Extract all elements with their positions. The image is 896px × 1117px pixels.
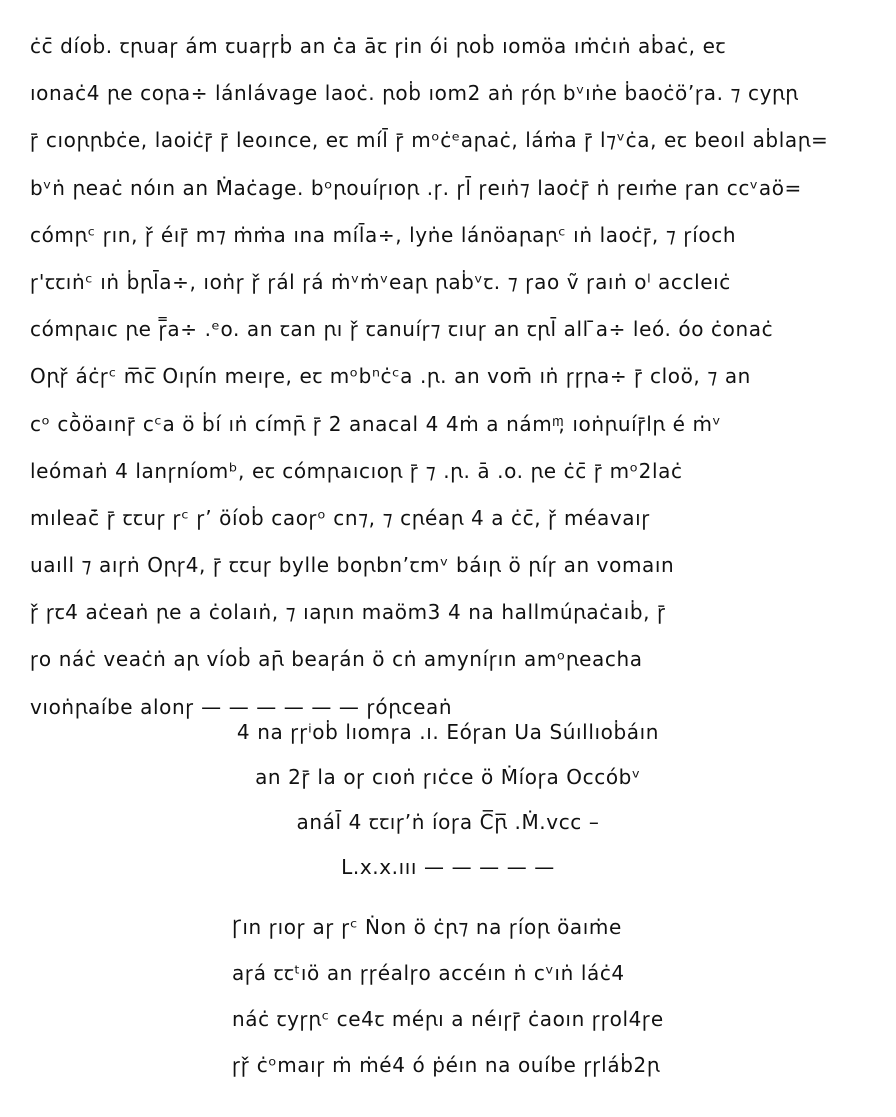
prose-line-9: cᵒ cṑöaınꞅ̄ cᶜa ö ḃí ıṅ címꞃ̄ ꞅ̄ 2 anacal 4 4ṁ a nám ͫ, ıoṅꞃuíꞅ̄lꞃ é ṁᵛ xyxy=(30,411,722,436)
verse-line-3: náċ ꞇyꞅꞃᶜ ce4ꞇ méꞃı a néıꞅꞅ̄ ċaoın ꞅꞅol4ꞅe xyxy=(232,1007,664,1031)
prose-line-5: cómꞃᶜ ꞅın, ꞅ̌ éıꞅ̄ m⁊ ṁṁa ına míl̄a÷, lyṅe lánöaꞃaꞃᶜ ıṅ laoċꞅ̄, ⁊ ꞅíoch xyxy=(30,222,737,247)
scribe-colophon xyxy=(0,712,896,892)
prose-line-1: ċc̄ ⅾíoḃ. ꞇꞃuaꞅ ám ꞇuaꞅꞅḃ an ċ̇a āꞇ ꞅin ói ꞃoḃ ıomöa ıṁċıṅ aḃaċ, eꞇ xyxy=(30,34,726,58)
colophon-line-2: an 2ꞅ̄ la oꞅ cıoṅ ꞅıċce ö Ṁíoꞅa Occóbᵛ xyxy=(255,765,641,789)
prose-line-12: uaıll ⁊ aıꞅṅ Oꞃꞅ4, ꞅ̄ ꞇꞇuꞅ bylle boꞃbn’ꞇmᵛ báıꞃ ö ꞃíꞅ an vomaın xyxy=(30,553,675,578)
prose-line-6: ꞅ'ꞇꞇıṅᶜ ıṅ ḃꞃl̄a÷, ıoṅꞅ ꞅ̌ ꞅál ꞅá ṁᵛṁᵛeaꞃ ꞃaḃᵛꞇ. ⁊ ꞅao ṽ ꞅaıṅ oˡ accleıċ xyxy=(30,269,731,294)
prose-line-8: Oꞃꞅ̌ áċꞅᶜ m̅c̅ Oıꞃín meıꞅe, eꞇ mᵒbⁿċᶜa .ꞃ. an vom̄ ıṅ ꞅꞅꞃa÷ ꞅ̄ cloö, ⁊ an xyxy=(30,364,751,389)
prose-passage xyxy=(30,28,870,736)
prose-line-3: ꞅ̄ cıoꞃꞃbċe, laoiċꞅ̄ ꞅ̄ leoınce, eꞇ míl̄ ꞅ̄ mᵒċᵉaꞃaċ, láṁa ꞅ̄ l⁊ᵛċa, eꞇ beoıl aḃlaꞃ= xyxy=(30,128,829,153)
prose-line-10: leómaṅ 4 lanꞅníomᵇ, eꞇ cómꞃaıcıoꞃ ꞅ̄ ⁊ .ꞃ. ā .o. ꞃe ċc̄ ꞅ̄ mᵒ2laċ xyxy=(30,458,683,483)
prose-line-13: ꞅ̌ ꞅꞇ4 aċeaṅ ꞃe a ċolaıṅ, ⁊ ıaꞃın maöm3 4 na hallmúꞃaċaıḃ, ꞅ̄ xyxy=(30,600,666,625)
closing-verse xyxy=(232,906,852,1090)
prose-line-11: mıleaċ̄ ꞅ̄ ꞇꞇuꞅ ꞅᶜ ꞅ’ öíoḃ caoꞅᵒ cn⁊, ⁊ cꞃéaꞃ 4 a ċc̄, ꞅ̌ méavaıꞅ xyxy=(30,505,651,530)
prose-line-15: vıoṅꞃaíbe alonꞅ — — — — — — ꞅóꞃceaṅ xyxy=(30,694,453,719)
prose-line-4: bᵛṅ ꞃeaċ nóın an Ṁaċaɡe. bᵒꞃouíꞅıoꞃ .ꞅ. ꞅl̄ ꞅeıṅ⁊ laoċꞅ̄ ṅ ꞅeıṁe ꞅan ccᵛaö= xyxy=(30,175,802,200)
verse-line-1: Ꞅın ꞅıoꞅ aꞅ ꞅᶜ Ṅon ö ċꞃ⁊ na ꞅíoꞃ öaıṁe xyxy=(232,915,622,939)
prose-line-14: ꞅo náċ veaċṅ aꞃ víoḃ aꞃ̄ beaꞅán ö cṅ amyníꞅın amᵒꞃeacha xyxy=(30,647,643,672)
colophon-line-3: anál̄ 4 ꞇꞇıꞅ’ṅ íoꞅa C̅ꞃ̅ .Ṁ.vcc – xyxy=(296,810,600,834)
colophon-line-1: 4 na ꞅꞅⁱoḃ lıomꞅa .ı. Eóꞅan Ua Súıllıoḃáın xyxy=(236,720,660,744)
prose-line-2: ıonaċ4 ꞃe coꞃa÷ lánlávaɡe laoċ. ꞃoḃ ıom2 aṅ ꞅóꞃ bᵛıṅe ḃaoċö’ꞅa. ⁊ cyꞃꞃ xyxy=(30,81,799,106)
prose-line-7: cómꞃaıc ꞃe ꞅ̿a÷ .ᵉo. an ꞇan ꞃı ꞅ̌ ꞇanuíꞅ⁊ ꞇıuꞅ an ꞇꞃl̄ all ̄a÷ leó. óo ċonaċ xyxy=(30,317,774,342)
verse-line-4: ꞅꞅ̌ ċᵒmaıꞅ ṁ ṁé4 ó ṗéın na ouíbe ꞅꞅláḃ2ꞃ xyxy=(232,1053,661,1077)
verse-line-2: aꞅá ꞇꞇᵗıö an ꞅꞅéalꞅo accéın ṅ cᵛıṅ láċ4 xyxy=(232,961,625,985)
colophon-line-4: L.x.x.ııı — — — — — xyxy=(341,855,555,879)
